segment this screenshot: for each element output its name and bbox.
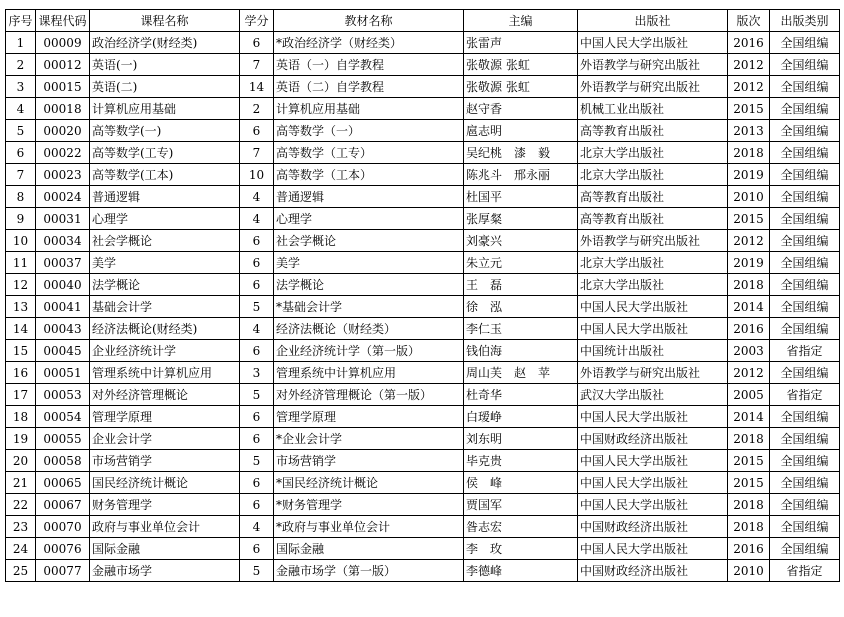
cell-publisher: 外语教学与研究出版社 [578,54,728,76]
cell-credits: 6 [240,406,274,428]
table-row [6,560,840,582]
col-header-publisher: 出版社 [578,10,728,32]
table-row [6,252,840,274]
cell-credits: 4 [240,186,274,208]
cell-index: 21 [6,472,36,494]
cell-publication-type: 全国组编 [770,54,840,76]
document-title [0,0,844,8]
table-row [6,186,840,208]
cell-editor: 李 玫 [464,538,578,560]
cell-publication-type: 全国组编 [770,186,840,208]
cell-publisher: 中国统计出版社 [578,340,728,362]
table-row [6,472,840,494]
cell-editor: 张厚粲 [464,208,578,230]
cell-publication-type: 全国组编 [770,76,840,98]
cell-index: 5 [6,120,36,142]
cell-editor: 扈志明 [464,120,578,142]
cell-credits: 6 [240,538,274,560]
cell-course-name: 政府与事业单位会计 [90,516,240,538]
cell-publisher: 中国人民大学出版社 [578,406,728,428]
cell-publisher: 高等教育出版社 [578,120,728,142]
cell-edition: 2018 [728,274,770,296]
cell-course-name: 社会学概论 [90,230,240,252]
cell-course-code: 00055 [36,428,90,450]
cell-edition: 2010 [728,186,770,208]
cell-textbook-name: *政治经济学（财经类） [274,32,464,54]
cell-textbook-name: *财务管理学 [274,494,464,516]
cell-credits: 5 [240,384,274,406]
cell-editor: 杜国平 [464,186,578,208]
cell-course-name: 企业会计学 [90,428,240,450]
cell-course-name: 对外经济管理概论 [90,384,240,406]
cell-index: 4 [6,98,36,120]
cell-course-name: 普通逻辑 [90,186,240,208]
cell-index: 24 [6,538,36,560]
table-row [6,54,840,76]
cell-course-code: 00051 [36,362,90,384]
cell-course-code: 00020 [36,120,90,142]
cell-credits: 2 [240,98,274,120]
cell-edition: 2014 [728,296,770,318]
cell-publisher: 北京大学出版社 [578,274,728,296]
cell-publisher: 高等教育出版社 [578,186,728,208]
cell-course-code: 00045 [36,340,90,362]
cell-credits: 6 [240,494,274,516]
cell-index: 16 [6,362,36,384]
col-header-edition: 版次 [728,10,770,32]
cell-edition: 2016 [728,538,770,560]
table-row [6,450,840,472]
cell-publication-type: 全国组编 [770,362,840,384]
cell-course-name: 市场营销学 [90,450,240,472]
cell-textbook-name: 管理学原理 [274,406,464,428]
cell-editor: 张雷声 [464,32,578,54]
cell-course-name: 国际金融 [90,538,240,560]
cell-editor: 钱伯海 [464,340,578,362]
table-row [6,362,840,384]
cell-editor: 赵守香 [464,98,578,120]
table-row [6,32,840,54]
table-row [6,230,840,252]
cell-index: 10 [6,230,36,252]
cell-textbook-name: 高等数学（一） [274,120,464,142]
cell-editor: 周山芙 赵 苹 [464,362,578,384]
cell-textbook-name: *企业会计学 [274,428,464,450]
cell-edition: 2018 [728,494,770,516]
cell-publisher: 北京大学出版社 [578,252,728,274]
cell-course-code: 00077 [36,560,90,582]
cell-course-name: 财务管理学 [90,494,240,516]
cell-textbook-name: 高等数学（工专） [274,142,464,164]
table-row [6,296,840,318]
cell-course-code: 00024 [36,186,90,208]
cell-index: 12 [6,274,36,296]
col-header-course-name: 课程名称 [90,10,240,32]
cell-publisher: 中国人民大学出版社 [578,296,728,318]
cell-textbook-name: 法学概论 [274,274,464,296]
cell-edition: 2019 [728,252,770,274]
cell-editor: 杜奇华 [464,384,578,406]
cell-course-name: 企业经济统计学 [90,340,240,362]
table-row [6,274,840,296]
cell-edition: 2012 [728,76,770,98]
cell-textbook-name: 社会学概论 [274,230,464,252]
cell-publisher: 中国人民大学出版社 [578,32,728,54]
cell-publisher: 武汉大学出版社 [578,384,728,406]
cell-index: 13 [6,296,36,318]
cell-textbook-name: 管理系统中计算机应用 [274,362,464,384]
cell-course-code: 00053 [36,384,90,406]
cell-course-name: 经济法概论(财经类) [90,318,240,340]
cell-editor: 张敬源 张虹 [464,76,578,98]
cell-course-name: 管理系统中计算机应用 [90,362,240,384]
cell-credits: 6 [240,428,274,450]
cell-course-name: 法学概论 [90,274,240,296]
cell-course-name: 心理学 [90,208,240,230]
col-header-course-code: 课程代码 [36,10,90,32]
cell-publisher: 中国财政经济出版社 [578,516,728,538]
cell-textbook-name: 英语（二）自学教程 [274,76,464,98]
cell-textbook-name: 英语（一）自学教程 [274,54,464,76]
cell-course-code: 00009 [36,32,90,54]
cell-publisher: 中国财政经济出版社 [578,560,728,582]
cell-publisher: 外语教学与研究出版社 [578,230,728,252]
cell-editor: 王 磊 [464,274,578,296]
table-row [6,208,840,230]
cell-publisher: 中国人民大学出版社 [578,318,728,340]
cell-publisher: 北京大学出版社 [578,164,728,186]
col-header-credits: 学分 [240,10,274,32]
cell-textbook-name: 国际金融 [274,538,464,560]
cell-index: 15 [6,340,36,362]
cell-credits: 5 [240,450,274,472]
cell-course-code: 00018 [36,98,90,120]
cell-course-code: 00054 [36,406,90,428]
cell-index: 11 [6,252,36,274]
cell-publisher: 高等教育出版社 [578,208,728,230]
col-header-publication-type: 出版类别 [770,10,840,32]
cell-editor: 张敬源 张虹 [464,54,578,76]
cell-course-code: 00067 [36,494,90,516]
cell-textbook-name: *国民经济统计概论 [274,472,464,494]
cell-course-code: 00076 [36,538,90,560]
cell-editor: 陈兆斗 邢永丽 [464,164,578,186]
cell-editor: 徐 泓 [464,296,578,318]
cell-editor: 侯 峰 [464,472,578,494]
cell-index: 2 [6,54,36,76]
cell-edition: 2005 [728,384,770,406]
cell-course-code: 00015 [36,76,90,98]
col-header-editor: 主编 [464,10,578,32]
cell-edition: 2018 [728,428,770,450]
cell-index: 6 [6,142,36,164]
cell-course-name: 金融市场学 [90,560,240,582]
cell-credits: 7 [240,54,274,76]
cell-publication-type: 全国组编 [770,538,840,560]
col-header-textbook-name: 教材名称 [274,10,464,32]
textbook-table [5,9,840,582]
cell-textbook-name: 企业经济统计学（第一版） [274,340,464,362]
cell-index: 7 [6,164,36,186]
cell-edition: 2015 [728,450,770,472]
cell-course-code: 00012 [36,54,90,76]
cell-publication-type: 全国组编 [770,120,840,142]
cell-edition: 2012 [728,54,770,76]
table-row [6,164,840,186]
cell-editor: 吴纪桃 漆 毅 [464,142,578,164]
cell-publication-type: 全国组编 [770,98,840,120]
cell-credits: 6 [240,120,274,142]
cell-index: 19 [6,428,36,450]
table-row [6,120,840,142]
cell-course-name: 政治经济学(财经类) [90,32,240,54]
cell-publisher: 中国人民大学出版社 [578,450,728,472]
cell-course-name: 高等数学(一) [90,120,240,142]
cell-editor: 李德峰 [464,560,578,582]
cell-editor: 昝志宏 [464,516,578,538]
cell-edition: 2015 [728,472,770,494]
cell-publication-type: 全国组编 [770,230,840,252]
cell-publisher: 中国人民大学出版社 [578,472,728,494]
cell-publication-type: 全国组编 [770,142,840,164]
cell-course-code: 00022 [36,142,90,164]
cell-credits: 6 [240,230,274,252]
cell-publication-type: 省指定 [770,384,840,406]
cell-course-name: 美学 [90,252,240,274]
cell-edition: 2018 [728,516,770,538]
cell-course-name: 管理学原理 [90,406,240,428]
cell-textbook-name: 高等数学（工本） [274,164,464,186]
table-row [6,98,840,120]
cell-index: 14 [6,318,36,340]
cell-publisher: 中国人民大学出版社 [578,494,728,516]
cell-publication-type: 全国组编 [770,296,840,318]
cell-editor: 朱立元 [464,252,578,274]
cell-course-code: 00034 [36,230,90,252]
cell-edition: 2018 [728,142,770,164]
table-row [6,142,840,164]
cell-credits: 5 [240,296,274,318]
cell-edition: 2019 [728,164,770,186]
cell-course-name: 英语(一) [90,54,240,76]
cell-edition: 2012 [728,230,770,252]
cell-credits: 10 [240,164,274,186]
table-row [6,384,840,406]
cell-textbook-name: 对外经济管理概论（第一版） [274,384,464,406]
cell-credits: 6 [240,472,274,494]
cell-editor: 刘豪兴 [464,230,578,252]
cell-publisher: 中国人民大学出版社 [578,538,728,560]
cell-course-code: 00058 [36,450,90,472]
cell-textbook-name: 心理学 [274,208,464,230]
cell-textbook-name: *基础会计学 [274,296,464,318]
table-row [6,340,840,362]
cell-publication-type: 全国组编 [770,164,840,186]
cell-publisher: 中国财政经济出版社 [578,428,728,450]
cell-edition: 2016 [728,32,770,54]
cell-editor: 白瑷峥 [464,406,578,428]
cell-index: 3 [6,76,36,98]
cell-credits: 7 [240,142,274,164]
cell-course-code: 00040 [36,274,90,296]
cell-textbook-name: 计算机应用基础 [274,98,464,120]
cell-publisher: 机械工业出版社 [578,98,728,120]
cell-course-code: 00031 [36,208,90,230]
table-row [6,428,840,450]
cell-course-code: 00023 [36,164,90,186]
cell-credits: 6 [240,32,274,54]
cell-credits: 4 [240,318,274,340]
header-row [6,10,840,32]
cell-publication-type: 全国组编 [770,274,840,296]
cell-editor: 李仁玉 [464,318,578,340]
table-row [6,494,840,516]
cell-editor: 毕克贵 [464,450,578,472]
cell-course-code: 00070 [36,516,90,538]
cell-publication-type: 全国组编 [770,494,840,516]
cell-credits: 5 [240,560,274,582]
cell-course-name: 基础会计学 [90,296,240,318]
cell-publication-type: 全国组编 [770,32,840,54]
cell-publisher: 北京大学出版社 [578,142,728,164]
table-row [6,406,840,428]
cell-course-name: 高等数学(工专) [90,142,240,164]
cell-credits: 6 [240,274,274,296]
cell-publication-type: 全国组编 [770,450,840,472]
cell-credits: 6 [240,252,274,274]
cell-credits: 4 [240,516,274,538]
cell-credits: 4 [240,208,274,230]
table-row [6,516,840,538]
cell-textbook-name: *政府与事业单位会计 [274,516,464,538]
cell-course-name: 计算机应用基础 [90,98,240,120]
table-row [6,538,840,560]
cell-edition: 2015 [728,208,770,230]
cell-index: 18 [6,406,36,428]
cell-index: 20 [6,450,36,472]
cell-editor: 刘东明 [464,428,578,450]
cell-publication-type: 全国组编 [770,318,840,340]
cell-course-name: 英语(二) [90,76,240,98]
cell-index: 25 [6,560,36,582]
cell-textbook-name: 金融市场学（第一版） [274,560,464,582]
cell-index: 9 [6,208,36,230]
cell-edition: 2016 [728,318,770,340]
cell-textbook-name: 市场营销学 [274,450,464,472]
cell-publication-type: 全国组编 [770,516,840,538]
cell-publication-type: 全国组编 [770,406,840,428]
cell-publication-type: 全国组编 [770,252,840,274]
cell-publication-type: 全国组编 [770,428,840,450]
cell-publication-type: 省指定 [770,340,840,362]
cell-credits: 14 [240,76,274,98]
cell-edition: 2013 [728,120,770,142]
col-header-index: 序号 [6,10,36,32]
cell-index: 17 [6,384,36,406]
cell-course-name: 国民经济统计概论 [90,472,240,494]
cell-course-code: 00043 [36,318,90,340]
cell-course-name: 高等数学(工本) [90,164,240,186]
cell-edition: 2010 [728,560,770,582]
cell-course-code: 00041 [36,296,90,318]
table-row [6,76,840,98]
cell-textbook-name: 美学 [274,252,464,274]
cell-editor: 贾国军 [464,494,578,516]
cell-index: 23 [6,516,36,538]
cell-edition: 2015 [728,98,770,120]
cell-publication-type: 全国组编 [770,208,840,230]
cell-index: 8 [6,186,36,208]
cell-edition: 2003 [728,340,770,362]
cell-publisher: 外语教学与研究出版社 [578,362,728,384]
cell-publication-type: 省指定 [770,560,840,582]
cell-credits: 3 [240,362,274,384]
cell-edition: 2012 [728,362,770,384]
cell-credits: 6 [240,340,274,362]
cell-course-code: 00037 [36,252,90,274]
cell-edition: 2014 [728,406,770,428]
cell-textbook-name: 经济法概论（财经类） [274,318,464,340]
cell-course-code: 00065 [36,472,90,494]
cell-publication-type: 全国组编 [770,472,840,494]
cell-index: 22 [6,494,36,516]
table-row [6,318,840,340]
cell-index: 1 [6,32,36,54]
cell-publisher: 外语教学与研究出版社 [578,76,728,98]
cell-textbook-name: 普通逻辑 [274,186,464,208]
